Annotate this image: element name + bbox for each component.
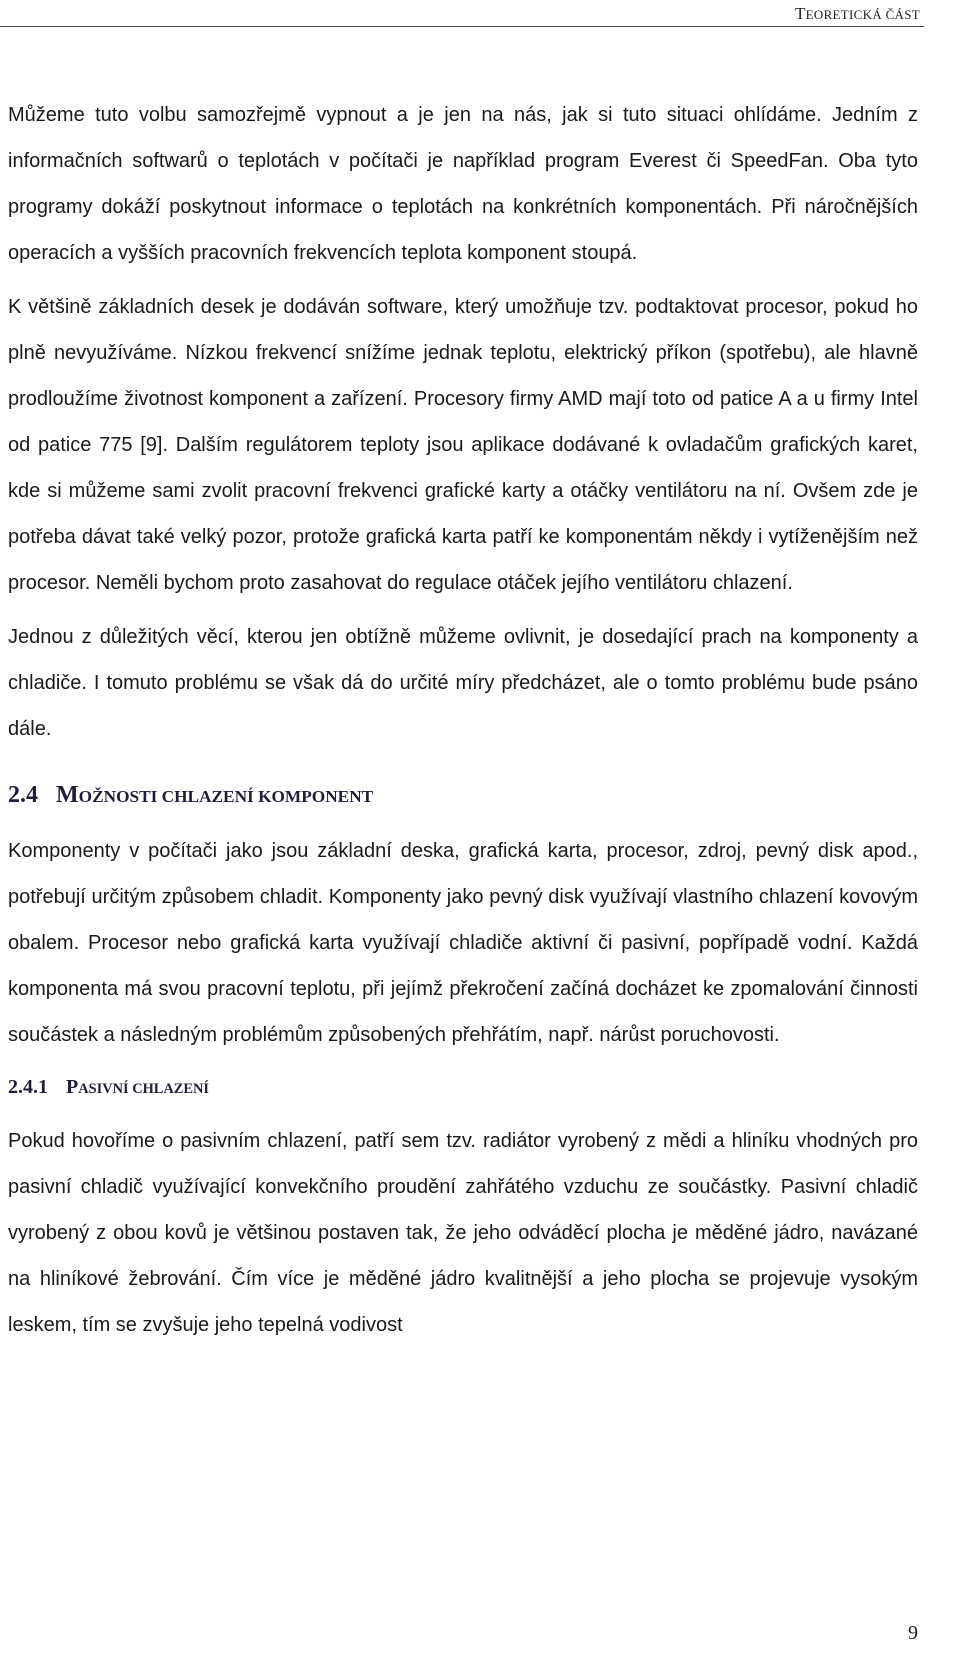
section-heading	[8, 770, 918, 822]
paragraph: K většině základních desek je dodáván software, který umožňuje tzv. podtaktovat procesor, pokud ho plně nevyužíváme. Nízkou frekvencí snížíme jednak teplotu, elektrický příkon (spotřebu), ale hlavně prodloužíme životnost komponent a zařízení. Procesory firmy AMD mají toto od patice A a u firmy Intel od patice 775 [9]. Dalším regulátorem teploty jsou aplikace dodávané k ovladačům grafických karet, kde si můžeme sami zvolit pracovní frekvenci grafické karty a otáčky ventilátoru na ní. Ovšem zde je potřeba dávat také velký pozor, protože grafická karta patří ke komponentám někdy i vytíženějším než procesor. Neměli bychom proto zasahovat do regulace otáček jejího ventilátoru chlazení.	[8, 296, 918, 594]
paragraph: Můžeme tuto volbu samozřejmě vypnout a je jen na nás, jak si tuto situaci ohlídáme. Jedním z informačních softwarů o teplotách v počítači je například program Everest či SpeedFan. Oba tyto programy dokáží poskytnout informace o teplotách na konkrétních komponentách. Při náročnějších operacích a vyšších pracovních frekvencích teplota komponent stoupá.	[8, 104, 918, 264]
paragraph: Pokud hovoříme o pasivním chlazení, patří sem tzv. radiátor vyrobený z mědi a hliníku vhodných pro pasivní chladič využívající konvekčního proudění zahřátého vzduchu ze součástky. Pasivní chladič vyrobený z obou kovů je většinou postaven tak, že jeho odváděcí plocha je měděné jádro, navázané na hliníkové žebrování. Čím více je měděné jádro kvalitnější a jeho plocha se projevuje vysokým leskem, tím se zvyšuje jeho tepelná vodivost	[8, 1130, 918, 1336]
section-number: 2.4	[8, 782, 38, 808]
subsection-title-first: P	[66, 1076, 79, 1098]
section-title-first: M	[56, 782, 79, 808]
subsection-title-rest: ASIVNÍ CHLAZENÍ	[78, 1081, 209, 1097]
page-content	[8, 92, 918, 1348]
subsection-number: 2.4.1	[8, 1076, 48, 1098]
page-number: 9	[908, 1622, 918, 1644]
paragraph: Komponenty v počítači jako jsou základní deska, grafická karta, procesor, zdroj, pevný disk apod., potřebují určitým způsobem chladit. Komponenty jako pevný disk využívají vlastního chlazení kovovým obalem. Procesor nebo grafická karta využívají chladiče aktivní či pasivní, popřípadě vodní. Každá komponenta má svou pracovní teplotu, při jejímž překročení začíná docházet ke zpomalování činnosti součástek a následným problémům způsobených přehřátím, např. nárůst poruchovosti.	[8, 840, 918, 1046]
section-title-rest: OŽNOSTI CHLAZENÍ KOMPONENT	[78, 787, 374, 806]
header-title: TEORETICKÁ ČÁST	[794, 4, 920, 23]
subsection-heading	[8, 1064, 918, 1112]
paragraph: Jednou z důležitých věcí, kterou jen obtížně můžeme ovlivnit, je dosedající prach na komponenty a chladiče. I tomuto problému se však dá do určité míry předcházet, ale o tomto problému bude psáno dále.	[8, 626, 918, 740]
running-header	[0, 0, 924, 27]
